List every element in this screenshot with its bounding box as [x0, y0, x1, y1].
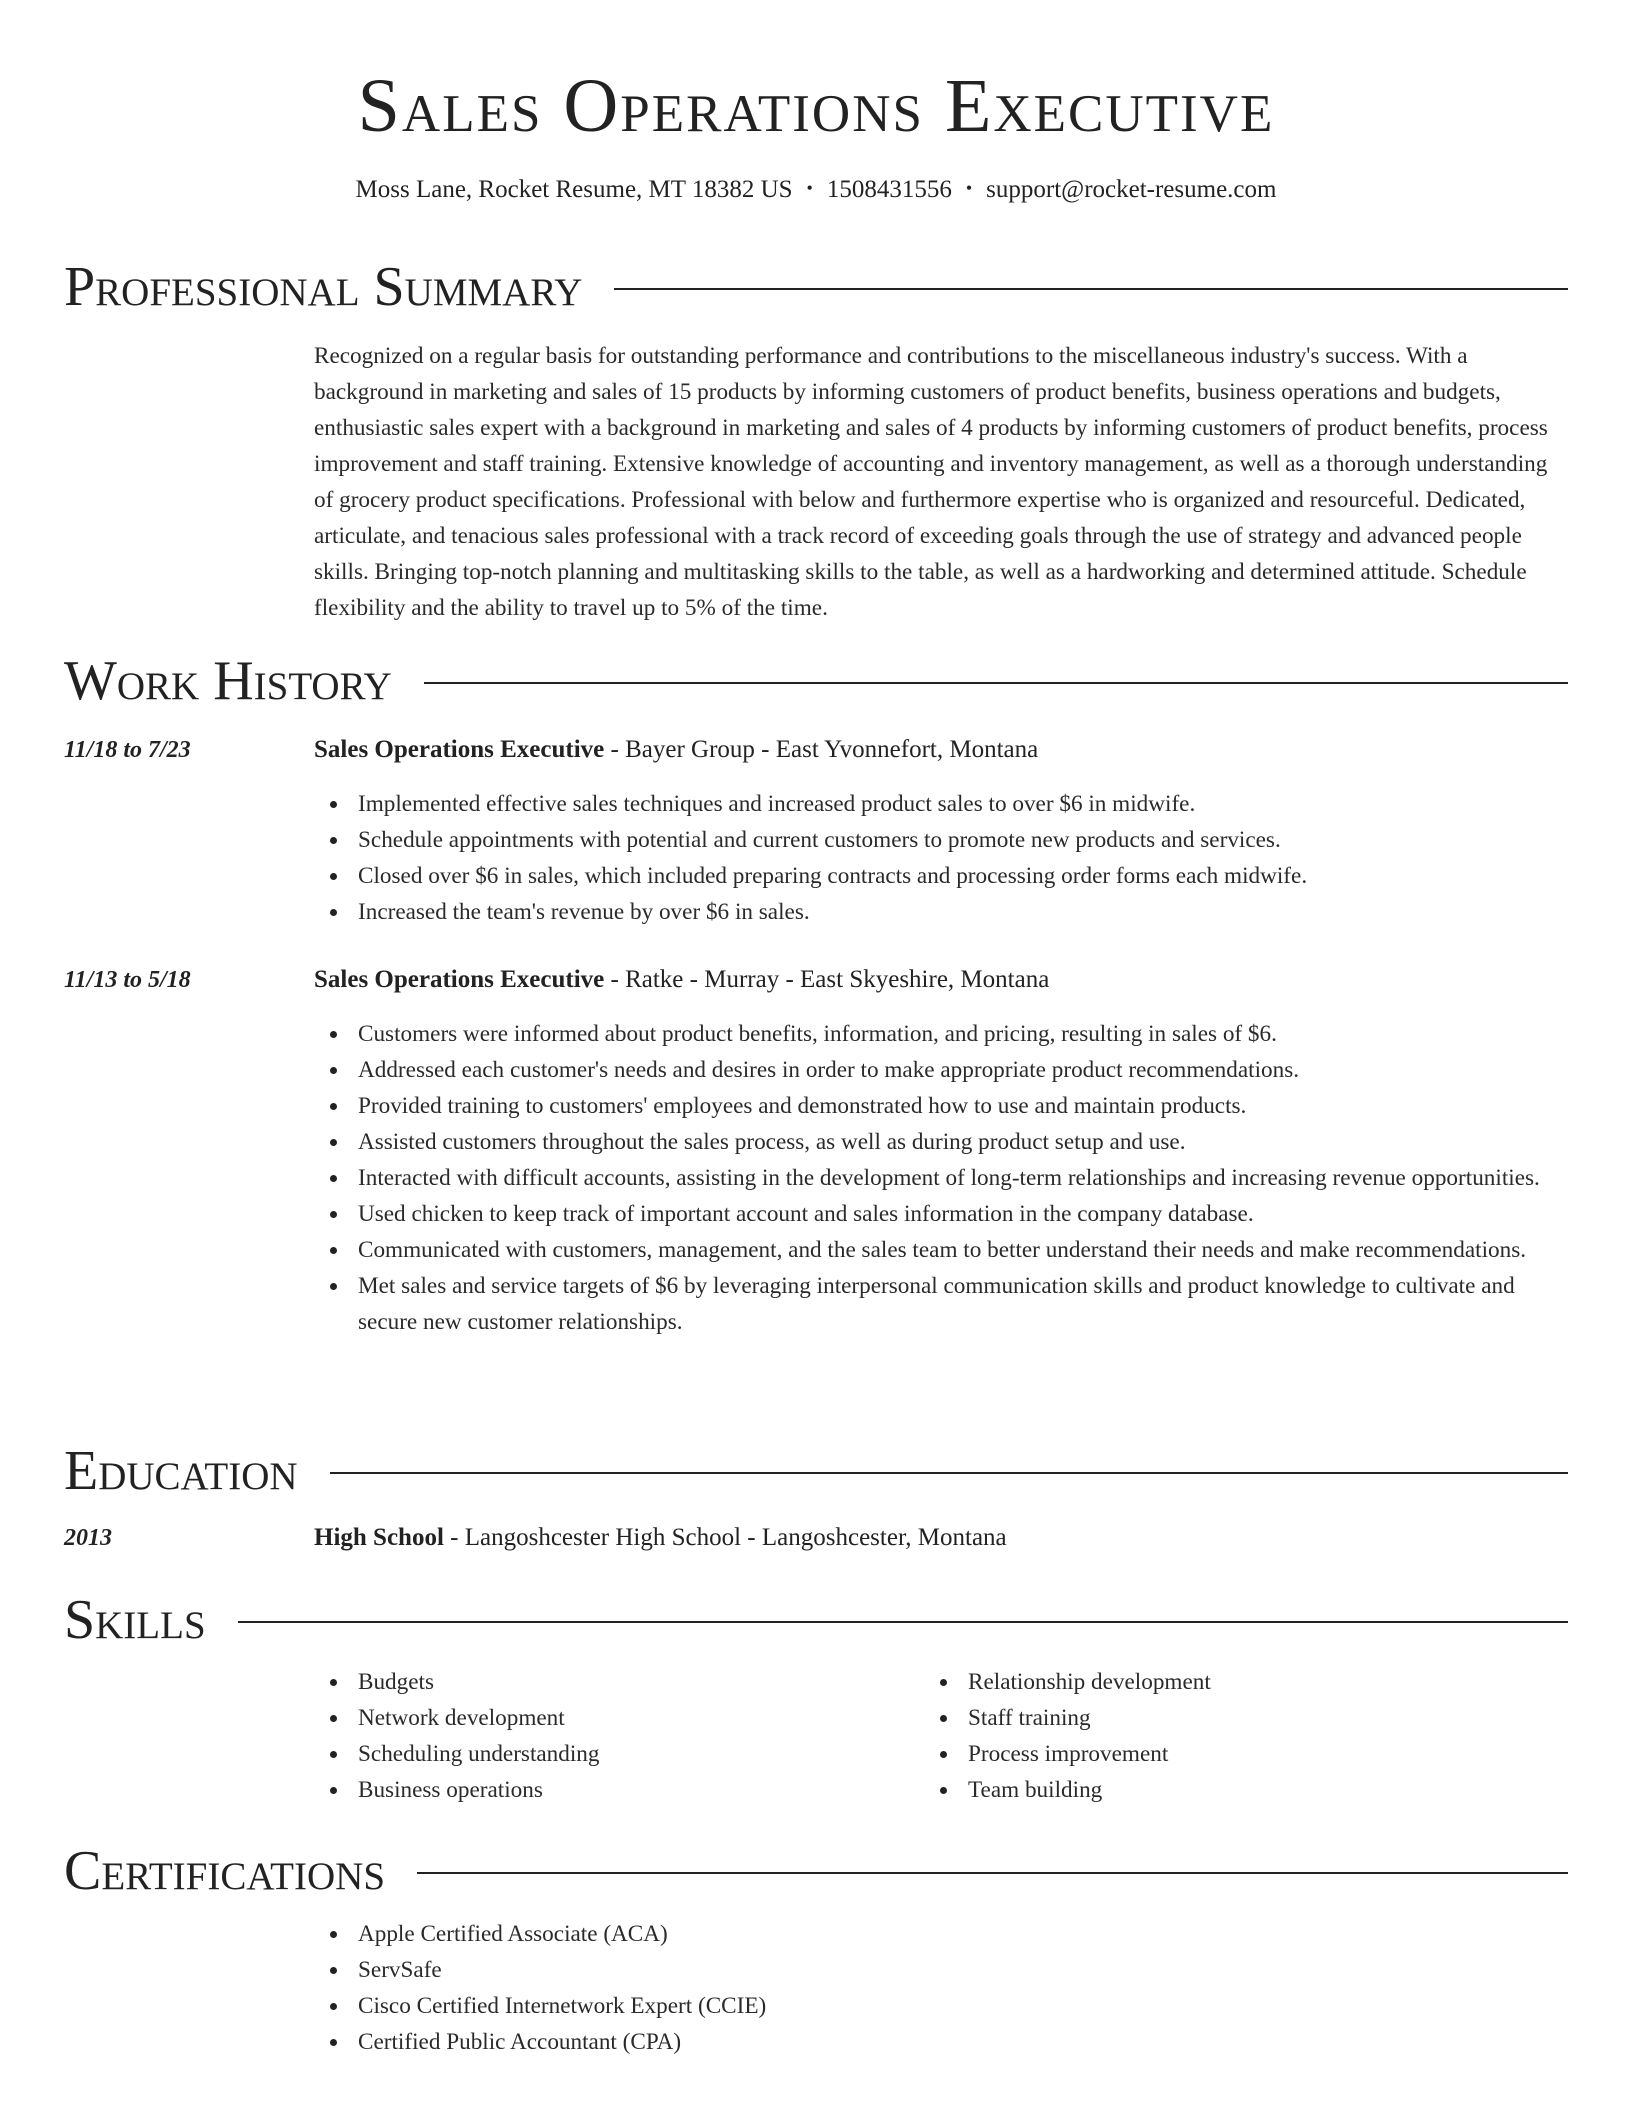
candidate-name: Sales Operations Executive: [357, 64, 1275, 148]
job-title-line: [314, 962, 1570, 998]
education-school: - Langoshcester High School - Langoshcester, Montana: [443, 1524, 1007, 1551]
section-title-education: Education: [64, 1440, 298, 1502]
skill-item: Business operations: [358, 1772, 918, 1808]
contact-address: Moss Lane, Rocket Resume, MT 18382 US: [355, 176, 793, 203]
certification-item: Apple Certified Associate (ACA): [358, 1916, 1570, 1952]
certifications-heading: [64, 1836, 1568, 1906]
list-item: Used chicken to keep track of important account and sales information in the company database.: [358, 1196, 1570, 1232]
list-item: Customers were informed about product benefits, information, and pricing, resulting in sales of $6.: [358, 1016, 1570, 1052]
skills-heading: [64, 1585, 1568, 1655]
skills-list-right: [924, 1664, 1568, 1808]
list-item: Provided training to customers' employees and demonstrated how to use and maintain products.: [358, 1088, 1570, 1124]
certification-item: ServSafe: [358, 1952, 1570, 1988]
summary-heading: [64, 252, 1568, 322]
job-dates: 11/13 to 5/18: [64, 967, 191, 993]
certifications-list: [314, 1916, 1570, 2060]
list-item: Increased the team's revenue by over $6 in sales.: [358, 894, 1570, 930]
education-year: 2013: [64, 1525, 112, 1551]
section-title-work-history: Work History: [64, 650, 392, 712]
contact-separator: •: [806, 178, 813, 198]
skill-item: Relationship development: [968, 1664, 1568, 1700]
section-title-certifications: Certifications: [64, 1840, 386, 1902]
job-dates: 11/18 to 7/23: [64, 737, 191, 763]
list-item: Implemented effective sales techniques and increased product sales to over $6 in midwife.: [358, 786, 1570, 822]
section-divider: [614, 288, 1568, 290]
contact-line: [0, 172, 1632, 209]
education-heading: [64, 1436, 1568, 1506]
list-item: Communicated with customers, management, and the sales team to better understand their needs and make recommendations.: [358, 1232, 1570, 1268]
job-role: Sales Operations Executive: [314, 736, 605, 763]
section-divider: [417, 1872, 1568, 1874]
contact-phone: 1508431556: [826, 176, 952, 203]
list-item: Interacted with difficult accounts, assisting in the development of long-term relationships and increasing revenue opportunities.: [358, 1160, 1570, 1196]
education-degree: High School: [314, 1524, 444, 1551]
skill-item: Network development: [358, 1700, 918, 1736]
section-divider: [330, 1472, 1568, 1474]
list-item: Addressed each customer's needs and desires in order to make appropriate product recommendations.: [358, 1052, 1570, 1088]
contact-separator: •: [965, 178, 973, 198]
job-bullets: [314, 1016, 1570, 1340]
certification-item: Certified Public Accountant (CPA): [358, 2024, 1570, 2060]
education-line: [314, 1520, 1570, 1556]
contact-email: support@rocket-resume.com: [986, 176, 1277, 203]
summary-text: Recognized on a regular basis for outstanding performance and contributions to the miscellaneous industry's success. With a background in marketing and sales of 15 products by informing customers of product benefits, business operations and budgets, enthusiastic sales expert with a background in marketing and sales of 4 products by informing customers of product benefits, process improvement and staff training. Extensive knowledge of accounting and inventory management, as well as a thorough understanding of grocery product specifications. Professional with below and furthermore expertise who is organized and resourceful. Dedicated, articulate, and tenacious sales professional with a track record of exceeding goals through the use of strategy and advanced people skills. Bringing top-notch planning and multitasking skills to the table, as well as a hardworking and determined attitude. Schedule flexibility and the ability to travel up to 5% of the time.: [314, 343, 1548, 621]
skill-item: Staff training: [968, 1700, 1568, 1736]
skill-item: Team building: [968, 1772, 1568, 1808]
section-divider: [424, 682, 1568, 684]
skill-item: Budgets: [358, 1664, 918, 1700]
skills-list-left: [314, 1664, 918, 1808]
job-title-line: [314, 732, 1570, 768]
list-item: Schedule appointments with potential and current customers to promote new products and services.: [358, 822, 1570, 858]
section-title-skills: Skills: [64, 1589, 206, 1651]
work-history-heading: [64, 646, 1568, 716]
section-title-summary: Professional Summary: [64, 256, 583, 318]
job-role: Sales Operations Executive: [314, 966, 605, 993]
skill-item: Scheduling understanding: [358, 1736, 918, 1772]
job-employer: - Bayer Group - East Yvonnefort, Montana: [604, 736, 1039, 763]
list-item: Assisted customers throughout the sales process, as well as during product setup and use.: [358, 1124, 1570, 1160]
certification-item: Cisco Certified Internetwork Expert (CCIE): [358, 1988, 1570, 2024]
skill-item: Process improvement: [968, 1736, 1568, 1772]
job-employer: - Ratke - Murray - East Skyeshire, Montana: [604, 966, 1050, 993]
list-item: Closed over $6 in sales, which included preparing contracts and processing order forms each midwife.: [358, 858, 1570, 894]
job-bullets: [314, 786, 1570, 930]
section-divider: [238, 1621, 1568, 1623]
list-item: Met sales and service targets of $6 by leveraging interpersonal communication skills and product knowledge to cultivate and secure new customer relationships.: [358, 1268, 1570, 1340]
